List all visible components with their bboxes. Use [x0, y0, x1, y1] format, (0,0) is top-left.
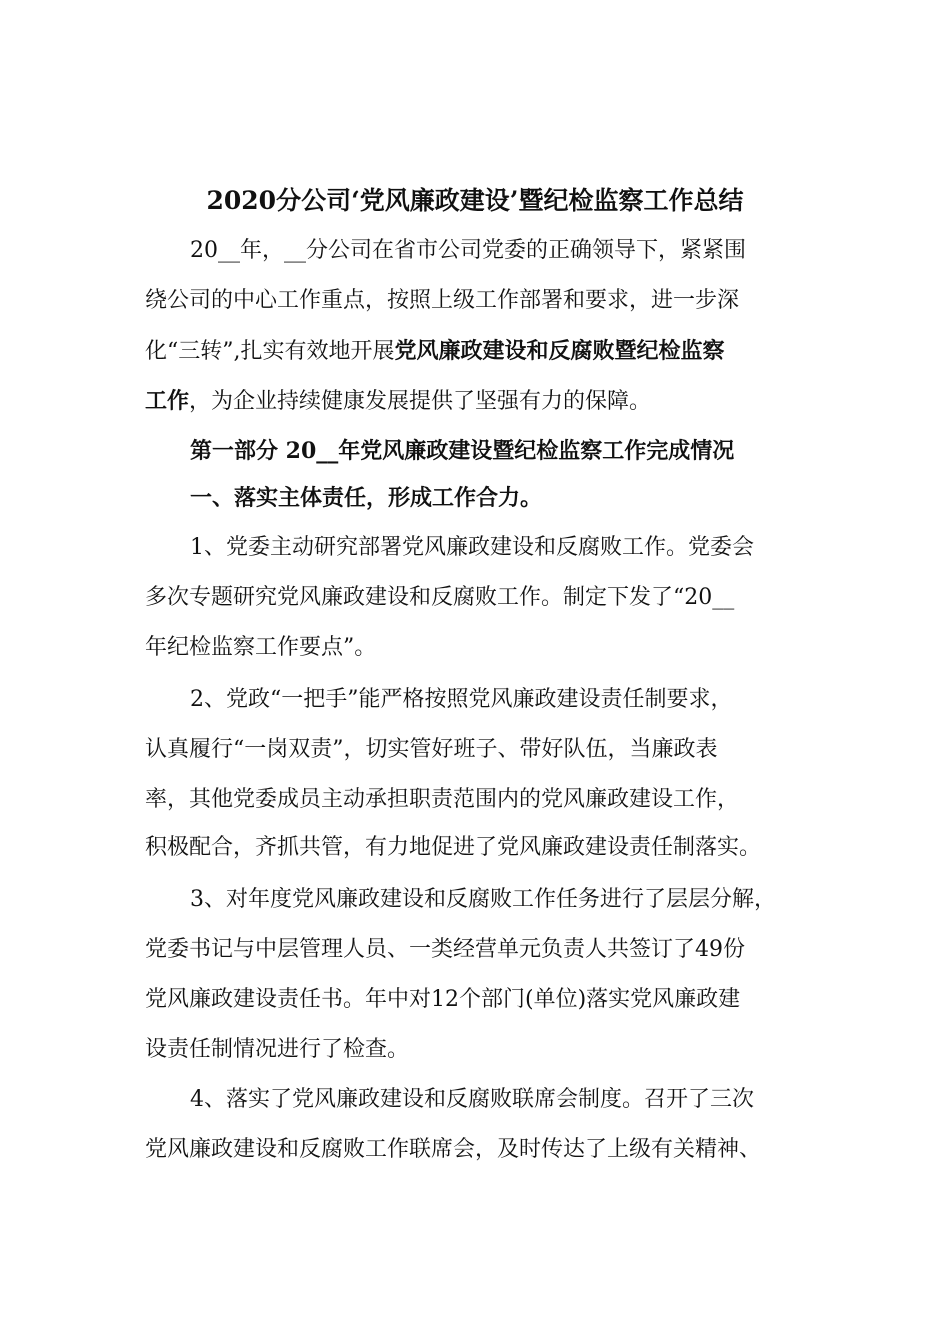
text-segment: 率，其他党委成员主动承担职责范围内的党风廉政建设工作， [145, 787, 740, 812]
body-line [190, 682, 950, 718]
text-segment: 化“三转”,扎实有效地开展 [145, 339, 395, 364]
text-segment: 党风廉政建设和反腐败工作联席会，及时传达了上级有关精神、 [145, 1137, 762, 1162]
body-line [190, 480, 950, 517]
body-line [145, 283, 950, 319]
text-segment: ，为企业持续健康发展提供了坚强有力的保障。 [189, 389, 652, 414]
text-segment: 1、党委主动研究部署党风廉政建设和反腐败工作。党委会 [190, 535, 754, 560]
text-segment: 多次专题研究党风廉政建设和反腐败工作。制定下发了“20__ [145, 585, 735, 610]
body-line [145, 1132, 950, 1168]
body-line [190, 1082, 950, 1118]
body-line [145, 732, 950, 768]
text-segment: 年纪检监察工作要点”。 [145, 635, 377, 660]
body-line [145, 630, 950, 666]
text-segment: 党委书记与中层管理人员、一类经营单元负责人共签订了49份 [145, 937, 745, 962]
text-segment: 4、落实了党风廉政建设和反腐败联席会制度。召开了三次 [190, 1087, 754, 1112]
bold-text-segment: 第一部分 20__年党风廉政建设暨纪检监察工作完成情况 [190, 438, 735, 464]
body-line [145, 932, 950, 968]
text-segment: 2、党政“一把手”能严格按照党风廉政建设责任制要求， [190, 687, 733, 712]
bold-text-segment: 一、落实主体责任，形成工作合力。 [190, 485, 543, 511]
body-line [145, 1032, 950, 1068]
body-line [145, 782, 950, 818]
body-line [145, 580, 950, 616]
text-segment: 设责任制情况进行了检查。 [145, 1037, 410, 1062]
body-line [190, 882, 950, 918]
body-line [145, 830, 950, 866]
body-line [190, 530, 950, 566]
bold-text-segment: 党风廉政建设和反腐败暨纪检监察 [394, 338, 725, 364]
text-segment: 20__年，__分公司在省市公司党委的正确领导下，紧紧围 [190, 238, 746, 263]
body-line [145, 383, 950, 420]
text-segment: 积极配合，齐抓共管，有力地促进了党风廉政建设责任制落实。 [145, 835, 762, 860]
body-line [190, 233, 950, 269]
text-segment: 认真履行“一岗双责”，切实管好班子、带好队伍，当廉政表 [145, 737, 718, 762]
text-segment: 3、对年度党风廉政建设和反腐败工作任务进行了层层分解， [190, 887, 776, 912]
text-segment: 绕公司的中心工作重点，按照上级工作部署和要求，进一步深 [145, 288, 740, 313]
document-title: 2020分公司‘党风廉政建设’暨纪检监察工作总结 [206, 186, 744, 215]
text-segment: 党风廉政建设责任书。年中对12个部门(单位)落实党风廉政建 [145, 987, 741, 1012]
body-line [190, 433, 950, 470]
body-line [145, 982, 950, 1018]
bold-text-segment: 工作 [145, 388, 190, 414]
body-line [145, 333, 950, 370]
